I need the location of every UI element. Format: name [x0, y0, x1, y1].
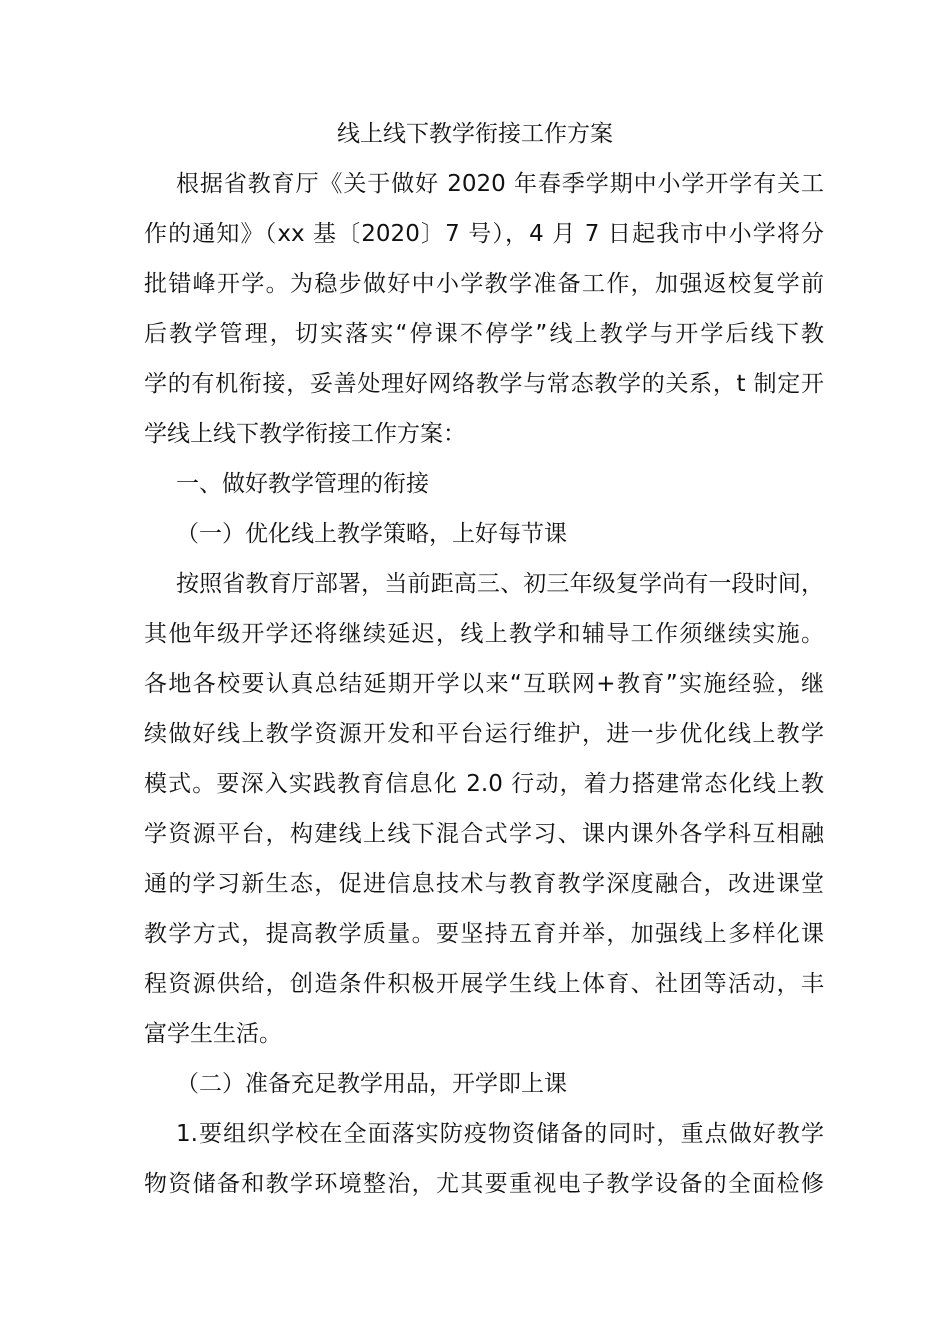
subsection-heading: （一）优化线上教学策略，上好每节课 — [176, 521, 567, 547]
paragraph-line: 学的有机衔接，妥善处理好网络教学与常态教学的关系，t 制定开 — [144, 371, 824, 397]
paragraph-line: 其他年级开学还将继续延迟，线上教学和辅导工作须继续实施。 — [144, 621, 824, 647]
paragraph-line: 根据省教育厅《关于做好 2020 年春季学期中小学开学有关工 — [176, 171, 824, 197]
paragraph-line: 作的通知》（xx 基〔2020〕7 号），4 月 7 日起我市中小学将分 — [144, 221, 824, 247]
paragraph-line: 1.要组织学校在全面落实防疫物资储备的同时，重点做好教学 — [176, 1121, 824, 1147]
paragraph-line: 通的学习新生态，促进信息技术与教育教学深度融合，改进课堂 — [144, 871, 824, 897]
paragraph-line: 学资源平台，构建线上线下混合式学习、课内课外各学科互相融 — [144, 821, 824, 847]
paragraph-line: 教学方式，提高教学质量。要坚持五育并举，加强线上多样化课 — [144, 921, 824, 947]
paragraph-line: 富学生生活。 — [144, 1021, 282, 1047]
section-heading: 一、做好教学管理的衔接 — [176, 471, 429, 497]
subsection-heading: （二）准备充足教学用品，开学即上课 — [176, 1071, 567, 1097]
paragraph-line: 批错峰开学。为稳步做好中小学教学准备工作，加强返校复学前 — [144, 271, 824, 297]
paragraph-line: 物资储备和教学环境整治，尤其要重视电子教学设备的全面检修 — [144, 1171, 824, 1197]
document-title: 线上线下教学衔接工作方案 — [337, 121, 613, 147]
paragraph-line: 续做好线上教学资源开发和平台运行维护，进一步优化线上教学 — [144, 721, 824, 747]
paragraph-line: 按照省教育厅部署，当前距高三、初三年级复学尚有一段时间， — [176, 571, 824, 597]
paragraph-line: 后教学管理，切实落实“停课不停学”线上教学与开学后线下教 — [144, 321, 824, 347]
paragraph-line: 程资源供给，创造条件积极开展学生线上体育、社团等活动，丰 — [144, 971, 824, 997]
paragraph-line: 各地各校要认真总结延期开学以来“互联网+教育”实施经验，继 — [144, 671, 824, 697]
paragraph-line: 模式。要深入实践教育信息化 2.0 行动，着力搭建常态化线上教 — [144, 771, 824, 797]
paragraph-line: 学线上线下教学衔接工作方案： — [144, 421, 466, 447]
